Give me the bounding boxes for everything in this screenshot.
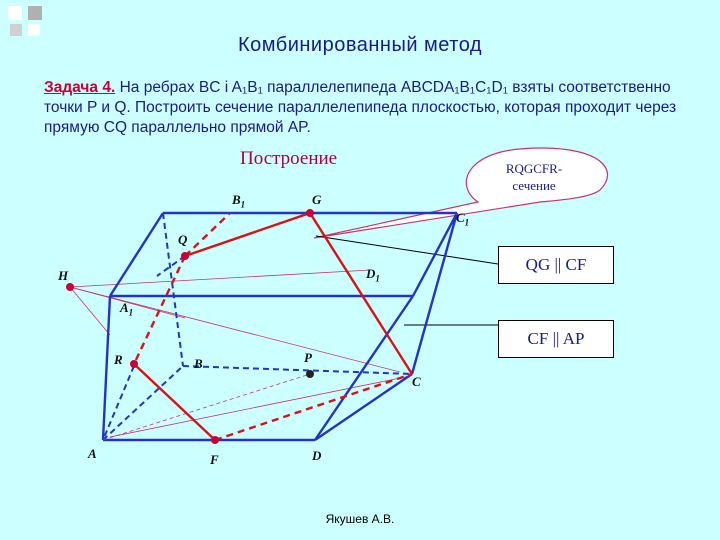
label-q: Q bbox=[178, 232, 188, 247]
edge-a1-a bbox=[103, 296, 110, 440]
edge-h-cf bbox=[103, 366, 134, 440]
label-c1: $C_1$ bbox=[456, 210, 470, 228]
aux-line-h-d1 bbox=[70, 270, 370, 287]
note-qg-parallel-cf: QG || CF bbox=[498, 246, 614, 284]
label-b1: $B_1$ bbox=[232, 192, 246, 210]
label-c: C bbox=[412, 374, 421, 389]
label-d1: $D_1$ bbox=[366, 266, 380, 284]
label-h: H bbox=[58, 268, 69, 283]
point-p bbox=[306, 370, 314, 378]
label-f: F bbox=[210, 452, 219, 467]
section-r-f bbox=[134, 364, 215, 440]
label-a: A bbox=[88, 446, 97, 461]
slide-title: Комбинированный метод bbox=[237, 34, 483, 56]
section-q-c1 bbox=[185, 213, 310, 256]
callout-line-2: сечение bbox=[512, 178, 556, 193]
edge-c1-d1 bbox=[413, 213, 457, 296]
note-cf-parallel-ap: CF || AP bbox=[498, 320, 614, 358]
edge-c1-c bbox=[412, 213, 457, 374]
label-r: R bbox=[114, 352, 123, 367]
point-g bbox=[306, 209, 314, 217]
construction-heading: Построение bbox=[240, 148, 338, 169]
label-d: D bbox=[312, 448, 322, 463]
callout-line-1: RQGCFR- bbox=[505, 161, 563, 176]
point-q bbox=[181, 252, 189, 260]
edge-a-b bbox=[103, 366, 183, 440]
section-g-c bbox=[310, 213, 412, 374]
task-label: Задача 4. bbox=[44, 79, 116, 96]
aux-dashed-ap bbox=[103, 374, 310, 440]
point-r bbox=[130, 360, 138, 368]
edge-d-c bbox=[315, 374, 412, 440]
author: Якушев А.В. bbox=[325, 512, 395, 526]
aux-line-h-q bbox=[70, 287, 110, 335]
task-text: На ребрах BC i A₁B₁ параллелепипеда ABCDA₁B₁C₁D₁ взяты соответственно точки P и Q. Построить сечение параллелепипеда плоскостью, которая проходит через прямую CQ параллельно прямой AP. bbox=[44, 79, 677, 136]
label-a1: $A_1$ bbox=[120, 300, 134, 318]
section-q-g bbox=[185, 213, 230, 256]
point-f bbox=[211, 436, 219, 444]
edge-d1-d bbox=[315, 296, 413, 440]
edge-b-c bbox=[183, 366, 412, 374]
section-f-c bbox=[215, 374, 412, 440]
label-g: G bbox=[312, 192, 322, 207]
callout-text bbox=[468, 160, 600, 194]
point-h bbox=[66, 283, 74, 291]
label-p: P bbox=[304, 350, 312, 365]
label-b: B bbox=[194, 356, 203, 371]
